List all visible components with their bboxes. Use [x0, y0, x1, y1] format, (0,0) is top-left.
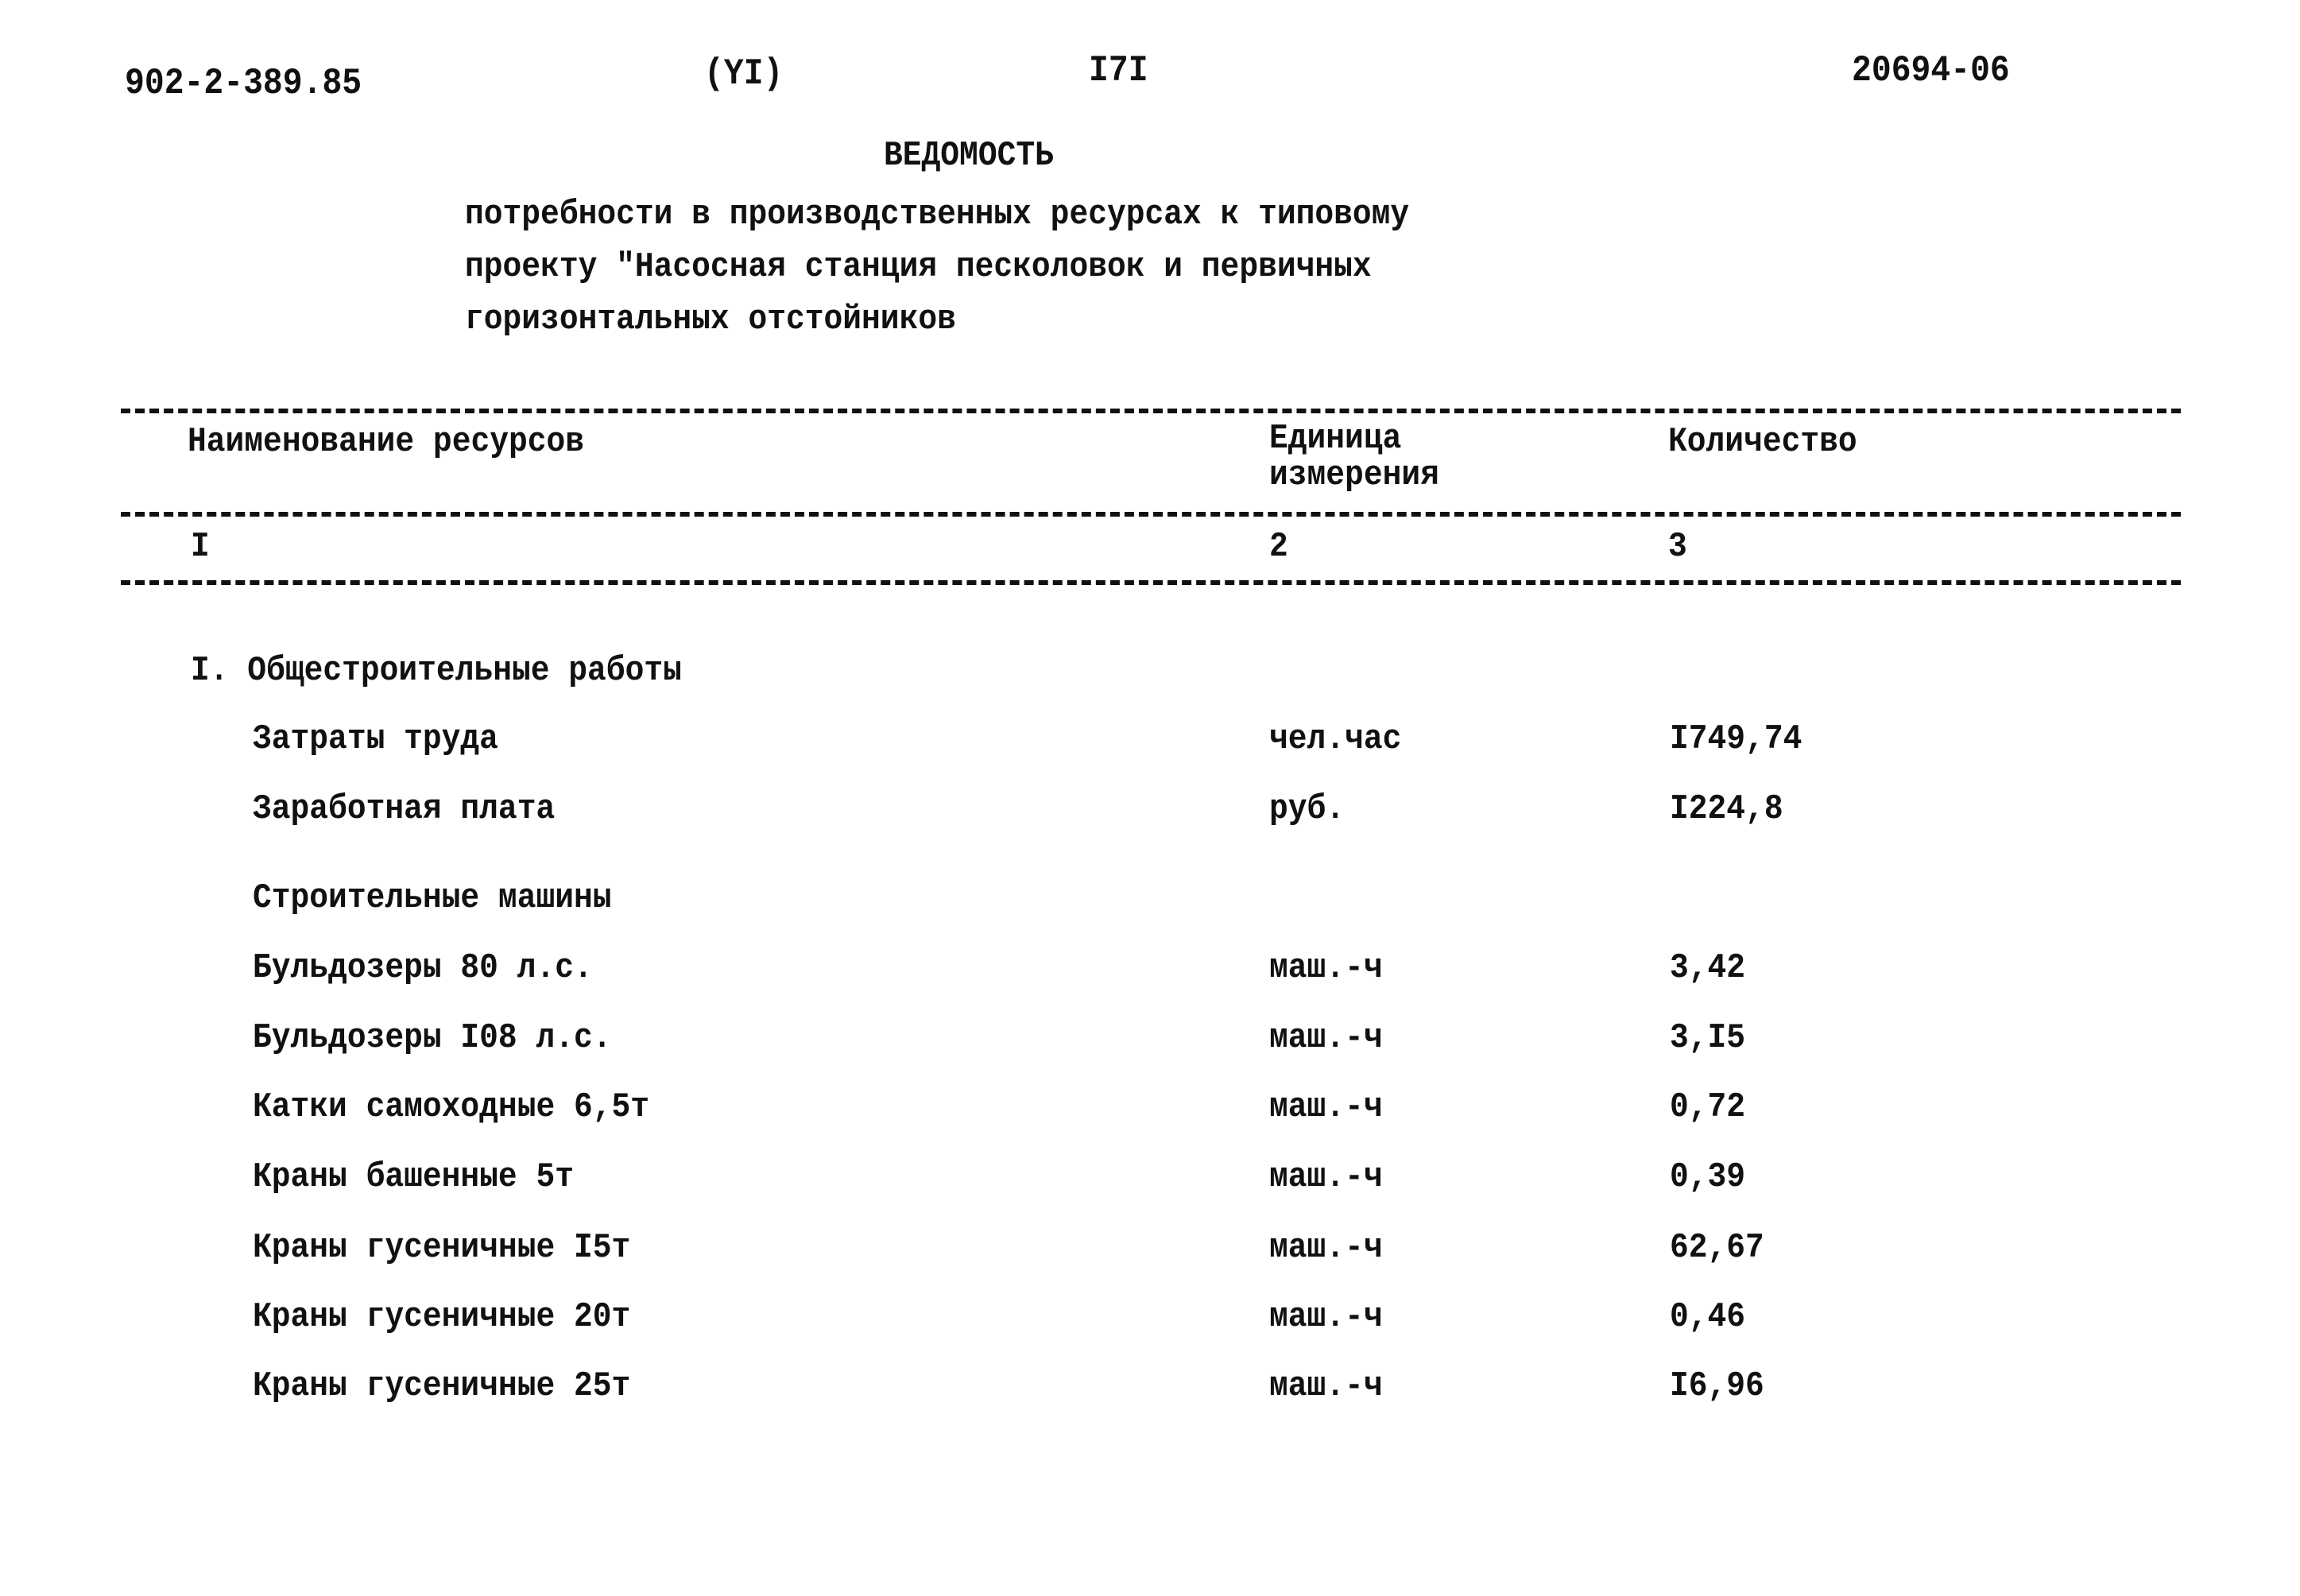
resource-name: Краны гусеничные 25т	[253, 1366, 631, 1406]
document-code: 902-2-389.85	[125, 63, 362, 104]
resource-quantity: I6,96	[1670, 1366, 1764, 1406]
inventory-number: 20694-06	[1852, 50, 2010, 91]
resource-name: Затраты труда	[253, 719, 498, 759]
resource-unit: руб.	[1269, 789, 1346, 829]
resource-quantity: 62,67	[1670, 1228, 1764, 1268]
resource-unit: маш.-ч	[1269, 1297, 1383, 1337]
subsection-heading: Строительные машины	[253, 878, 612, 918]
resource-unit: маш.-ч	[1269, 1366, 1383, 1406]
resource-name: Заработная плата	[253, 789, 556, 829]
resource-quantity: 0,39	[1670, 1157, 1746, 1197]
resource-unit: чел.час	[1269, 719, 1402, 759]
resource-quantity: 3,I5	[1670, 1018, 1746, 1058]
resource-unit: маш.-ч	[1269, 1087, 1383, 1127]
resource-name: Бульдозеры I08 л.с.	[253, 1018, 612, 1058]
resource-quantity: 3,42	[1670, 948, 1746, 988]
column-number-2: 2	[1269, 527, 1288, 567]
subtitle-line-3: горизонтальных отстойников	[465, 300, 956, 339]
resource-name: Катки самоходные 6,5т	[253, 1087, 650, 1127]
document-title: ВЕДОМОСТЬ	[884, 136, 1054, 176]
resource-quantity: I224,8	[1670, 789, 1783, 829]
resource-unit: маш.-ч	[1269, 948, 1383, 988]
subtitle-line-1: потребности в производственных ресурсах к типовому	[465, 195, 1410, 234]
resource-quantity: I749,74	[1670, 719, 1802, 759]
column-number-1: I	[191, 527, 210, 567]
table-rule-bottom	[121, 580, 2181, 585]
column-header-quantity: Количество	[1668, 422, 1857, 462]
table-rule-top	[121, 409, 2181, 413]
resource-quantity: 0,72	[1670, 1087, 1746, 1127]
resource-name: Краны гусеничные 20т	[253, 1297, 631, 1337]
page-number: I7I	[1089, 50, 1148, 91]
table-rule-middle	[121, 512, 2181, 517]
column-header-unit-line-2: измерения	[1269, 455, 1439, 495]
resource-unit: маш.-ч	[1269, 1157, 1383, 1197]
resource-unit: маш.-ч	[1269, 1228, 1383, 1268]
resource-name: Краны гусеничные I5т	[253, 1228, 631, 1268]
column-header-name: Наименование ресурсов	[188, 422, 585, 462]
resource-name: Краны башенные 5т	[253, 1157, 574, 1197]
resource-unit: маш.-ч	[1269, 1018, 1383, 1058]
column-header-unit-line-1: Единица	[1269, 419, 1402, 459]
subtitle-line-2: проекту "Насосная станция песколовок и первичных	[465, 247, 1372, 287]
resource-name: Бульдозеры 80 л.с.	[253, 948, 593, 988]
section-heading: I. Общестроительные работы	[191, 651, 682, 691]
column-number-3: 3	[1668, 527, 1687, 567]
volume-number: (YI)	[704, 53, 784, 95]
resource-quantity: 0,46	[1670, 1297, 1746, 1337]
